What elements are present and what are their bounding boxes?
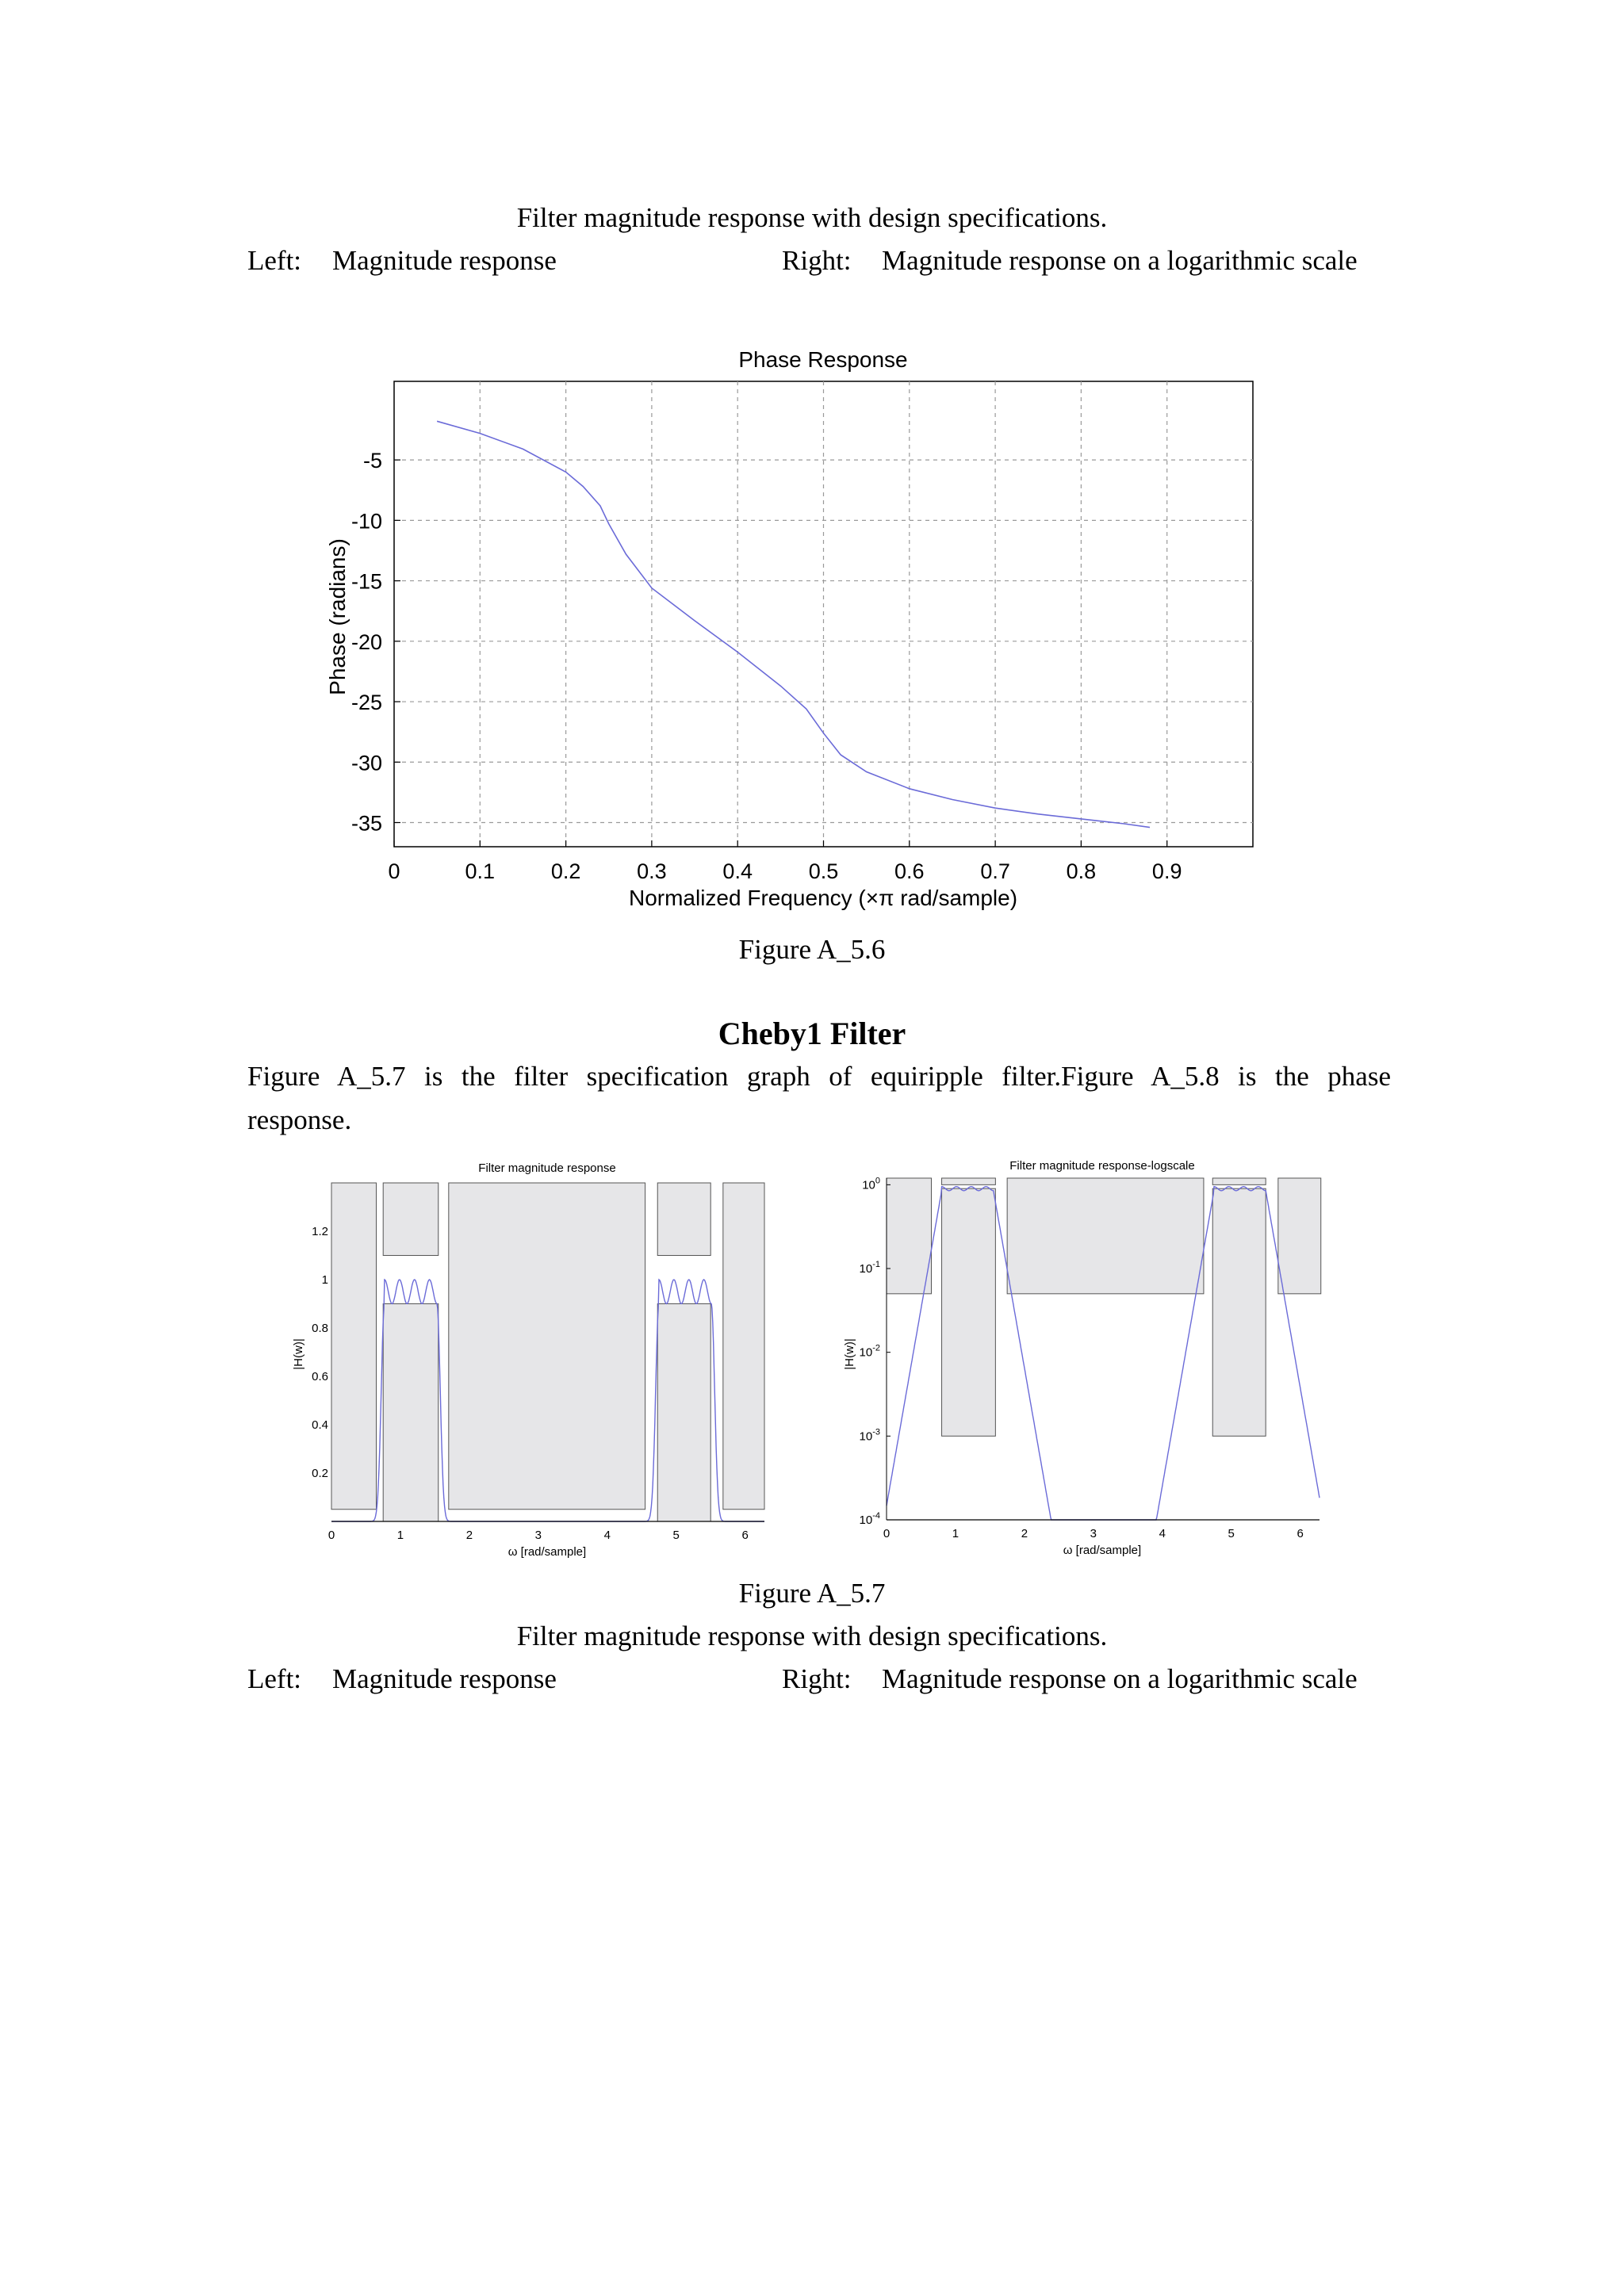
y-tick-label: -15 bbox=[350, 569, 382, 594]
chart-title: Filter magnitude response bbox=[478, 1161, 616, 1175]
y-tick-label: 0.2 bbox=[312, 1467, 328, 1480]
section-paragraph-line2: response. bbox=[247, 1104, 352, 1135]
x-tick-label: 6 bbox=[741, 1529, 749, 1542]
x-tick-label: 0.7 bbox=[980, 859, 1010, 883]
y-tick-label: -5 bbox=[362, 449, 382, 473]
spec-box bbox=[1007, 1178, 1204, 1294]
x-tick-label: 0.8 bbox=[1066, 859, 1097, 883]
y-tick-label: -20 bbox=[350, 629, 382, 654]
top-caption-right-label: Right: bbox=[782, 245, 852, 276]
x-tick-label: 0 bbox=[883, 1527, 891, 1540]
y-tick-label: $10^0$ bbox=[862, 1176, 880, 1192]
spec-box bbox=[942, 1178, 996, 1184]
x-tick-label: 4 bbox=[1159, 1527, 1166, 1540]
x-tick-label: 4 bbox=[603, 1529, 611, 1542]
x-tick-label: 3 bbox=[534, 1529, 542, 1542]
x-tick-label: 0.5 bbox=[808, 859, 839, 883]
x-tick-label: 3 bbox=[1090, 1527, 1097, 1540]
x-tick-label: 2 bbox=[1021, 1527, 1028, 1540]
section-paragraph-line1: Figure A_5.7 is the filter specification graph of equiripple filter.Figure A_5.8 is the phase bbox=[247, 1061, 1391, 1092]
y-tick-label: 0.6 bbox=[312, 1370, 328, 1383]
x-tick-label: 5 bbox=[672, 1529, 680, 1542]
x-tick-label: 2 bbox=[465, 1529, 473, 1542]
x-axis-label: Normalized Frequency (×π rad/sample) bbox=[628, 886, 1018, 910]
x-tick-label: 0.6 bbox=[894, 859, 925, 883]
section-heading: Cheby1 Filter bbox=[718, 1016, 906, 1051]
spec-box bbox=[1278, 1178, 1321, 1294]
y-tick-label: -25 bbox=[350, 691, 382, 715]
x-tick-label: 5 bbox=[1228, 1527, 1235, 1540]
chart-title: Filter magnitude response-logscale bbox=[1009, 1159, 1195, 1173]
x-tick-label: 1 bbox=[396, 1529, 404, 1542]
x-tick-label: 1 bbox=[952, 1527, 959, 1540]
y-tick-label: 0.8 bbox=[312, 1322, 328, 1335]
y-tick-label: -35 bbox=[350, 811, 382, 836]
bottom-caption-left-text: Magnitude response bbox=[332, 1663, 557, 1694]
spec-box bbox=[887, 1178, 932, 1294]
y-tick-label: $10^{-2}$ bbox=[859, 1343, 880, 1360]
x-tick-label: 0 bbox=[327, 1529, 335, 1542]
spec-box bbox=[1212, 1188, 1266, 1436]
y-axis-label: Phase (radians) bbox=[325, 538, 350, 695]
x-tick-label: 0.1 bbox=[465, 859, 496, 883]
y-axis-label: |H(w)| bbox=[292, 1338, 305, 1370]
x-tick-label: 0.9 bbox=[1151, 859, 1182, 883]
spec-box bbox=[1212, 1178, 1266, 1184]
x-tick-label: 6 bbox=[1297, 1527, 1304, 1540]
y-tick-label: $10^{-3}$ bbox=[859, 1427, 880, 1444]
figure-a56-caption: Figure A_5.6 bbox=[738, 934, 886, 965]
bottom-caption-left-label: Left: bbox=[247, 1663, 302, 1694]
x-tick-label: 0.2 bbox=[550, 859, 581, 883]
y-tick-label: $10^{-1}$ bbox=[859, 1260, 880, 1276]
top-caption-left-text: Magnitude response bbox=[332, 245, 557, 276]
figure-a57-caption: Figure A_5.7 bbox=[738, 1578, 886, 1609]
x-axis-label: ω [rad/sample] bbox=[1063, 1544, 1142, 1557]
bottom-caption-right-text: Magnitude response on a logarithmic scale bbox=[882, 1663, 1358, 1694]
x-tick-label: 0 bbox=[388, 859, 400, 883]
spec-boxes bbox=[887, 1178, 1321, 1436]
y-tick-label: $10^{-4}$ bbox=[859, 1511, 880, 1527]
y-tick-label: 1 bbox=[321, 1273, 328, 1287]
spec-box bbox=[942, 1188, 996, 1436]
bottom-caption-line: Filter magnitude response with design specifications. bbox=[516, 1621, 1108, 1651]
chart-title: Phase Response bbox=[738, 347, 908, 372]
x-tick-label: 0.3 bbox=[637, 859, 667, 883]
bottom-caption-right-label: Right: bbox=[782, 1663, 852, 1694]
y-tick-label: 1.2 bbox=[312, 1225, 328, 1238]
y-axis-label: |H(w)| bbox=[843, 1338, 856, 1370]
top-caption-left-label: Left: bbox=[247, 245, 302, 276]
x-tick-label: 0.4 bbox=[722, 859, 753, 883]
y-tick-label: 0.4 bbox=[312, 1418, 328, 1432]
y-tick-label: -30 bbox=[350, 751, 382, 775]
y-tick-label: -10 bbox=[350, 509, 382, 534]
x-axis-label: ω [rad/sample] bbox=[508, 1545, 587, 1559]
top-caption-line: Filter magnitude response with design specifications. bbox=[516, 202, 1108, 233]
top-caption-right-text: Magnitude response on a logarithmic scale bbox=[882, 245, 1358, 276]
